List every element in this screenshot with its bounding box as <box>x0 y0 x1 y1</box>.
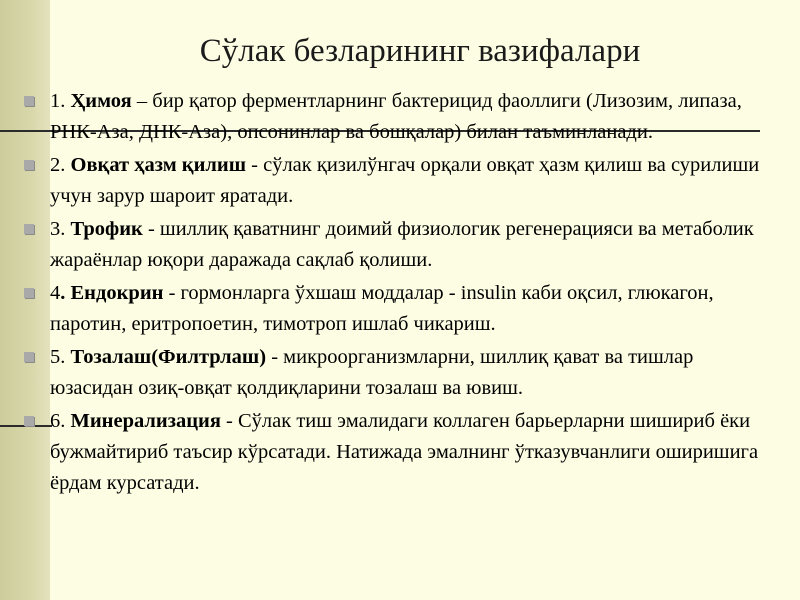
bullet-number: 3. <box>50 218 71 240</box>
bullet-number: 5. <box>50 346 71 368</box>
bullet-item-mineralization <box>0 406 800 499</box>
bullet-number: 2. <box>50 154 71 176</box>
square-bullet-icon <box>24 160 34 170</box>
bullet-text: – бир қатор ферментларнинг бактерицид фаоллиги (Лизозим, липаза, РНК-Аза, ДНК-Аза), опсонинлар ва бошқалар) билан таъминланади. <box>50 90 742 143</box>
bullet-item-cleansing <box>0 342 800 404</box>
bullet-text: - микроорганизмларни, шиллиқ қават ва тишлар юзасидан озиқ-овқат қолдиқларини тозалаш ва ювиш. <box>50 346 694 399</box>
square-bullet-icon <box>24 288 34 298</box>
bullet-text: - шиллиқ қаватнинг доимий физиологик регенерацияси ва метаболик жараёнлар юқори даражада сақлаб қолиши. <box>50 218 754 271</box>
bullet-text: - сўлак қизилўнгач орқали овқат ҳазм қилиш ва сурилиши учун зарур шароит яратади. <box>50 154 760 207</box>
bullet-number: 4 <box>50 282 61 304</box>
square-bullet-icon <box>24 224 34 234</box>
bullet-term: Минерализация <box>70 410 221 432</box>
bullet-term: Ҳимоя <box>70 90 132 112</box>
square-bullet-icon <box>24 416 34 426</box>
bullet-term: Овқат ҳазм қилиш <box>70 154 247 176</box>
bullet-number: 6. <box>50 410 71 432</box>
slide-title: Сўлак безларининг вазифалари <box>199 33 641 69</box>
bullet-item-endocrine <box>0 278 800 340</box>
bullet-item-protection <box>0 86 800 148</box>
bullet-text: - Сўлак тиш эмалидаги коллаген барьерларни шишириб ёки бужмайтириб таъсир кўрсатади. Натижада эмалнинг ўтказувчанлиги оширишига ёрдам курсатади. <box>50 410 759 494</box>
bullet-term: . Ендокрин <box>60 282 164 304</box>
bullet-text: - гормонларга ўхшаш моддалар - insulin каби оқсил, глюкагон, паротин, еритропоетин, тимотроп ишлаб чикариш. <box>50 282 714 335</box>
square-bullet-icon <box>24 352 34 362</box>
bullet-term: Тозалаш(Филтрлаш) <box>70 346 267 368</box>
square-bullet-icon <box>24 96 34 106</box>
bullet-item-digestion <box>0 150 800 212</box>
bullet-number: 1. <box>50 90 71 112</box>
bullet-item-trophic <box>0 214 800 276</box>
bullet-list <box>0 86 800 501</box>
bullet-term: Трофик <box>70 218 143 240</box>
